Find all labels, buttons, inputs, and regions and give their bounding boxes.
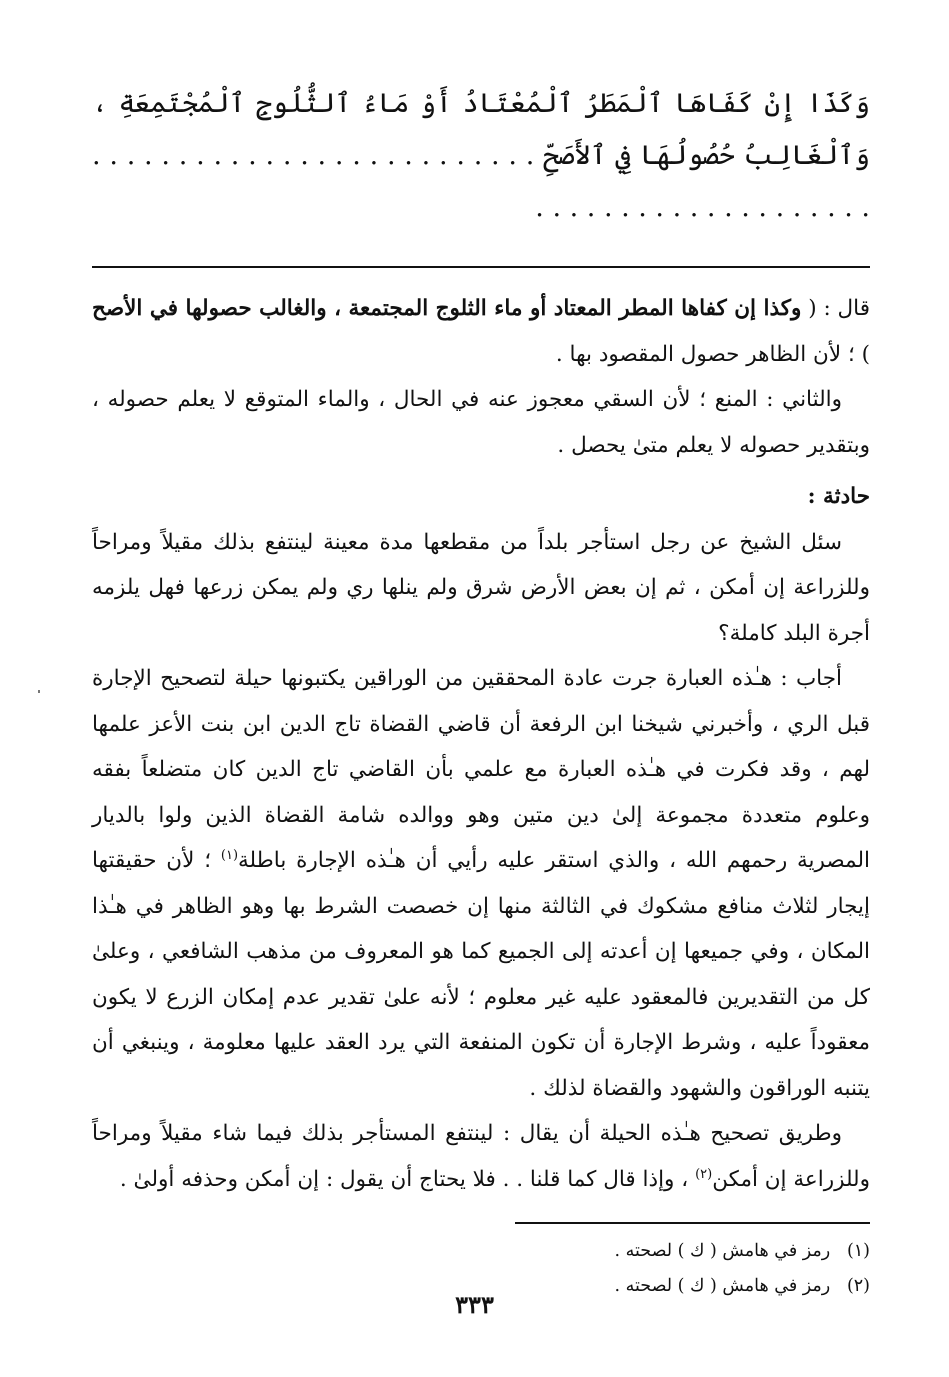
footnote-text: رمز في هامش ( ك ) لصحته .	[614, 1276, 831, 1296]
commentary-paragraph-5	[92, 1111, 870, 1202]
page-number: ٣٣٣	[455, 1290, 494, 1319]
footnote-text: رمز في هامش ( ك ) لصحته .	[614, 1241, 831, 1261]
paragraph-4-text-b: ؛ لأن حقيقتها إيجار لثلاث منافع مشكوك في الثالثة منها إن خصصت الشرط بها وهو الظاهر في هـٰذا المكان ، وفي جميعها إن أعدته إلى الجميع كما هو المعروف من مذهب الشافعي ، وعلىٰ كل من التقديرين فالمعقود عليه غير معلوم ؛ لأنه علىٰ تقدير عدم إمكان الزرع لا يكون معقوداً عليه ، وشرط الإجارة أن تكون المنفعة التي يرد العقد عليها معلومة ، وينبغي أن يتنبه الوراقون والشهود والقضاة لذلك .	[92, 848, 870, 1101]
page-body	[92, 78, 870, 1304]
section-heading: حادثة :	[807, 484, 870, 509]
footnote-separator	[515, 1222, 870, 1224]
paragraph-4-text-a: أجاب : هـٰذه العبارة جرت عادة المحققين من الوراقين يكتبونها حيلة لتصحيح الإجارة قبل الري ، وأخبرني شيخنا ابن الرفعة أن قاضي القضاة تاج الدين ابن بنت الأعز علمها لهم ، وقد فكرت في هـٰذه العبارة مع علمي بأن القاضي تاج الدين كان متضلعاً بفقه وعلوم متعددة مجموعة إلىٰ دين متين وهو ووالده شامة القضاة الذين ولوا بالديار المصرية رحمهم الله ، والذي استقر عليه رأيي أن هـٰذه الإجارة باطلة	[92, 666, 871, 873]
matn-separator	[92, 266, 870, 268]
commentary	[92, 286, 870, 1202]
margin-mark	[38, 690, 40, 693]
quoted-matn: وكذا إن كفاها المطر المعتاد أو ماء الثلوج المجتمعة ، والغالب حصولها في الأصح	[92, 296, 802, 321]
commentary-paragraph-4	[92, 656, 870, 1111]
quote-open: قال : (	[801, 296, 870, 321]
commentary-paragraph-3: سئل الشيخ عن رجل استأجر بلداً من مقطعها مدة معينة لينتفع بذلك مقيلاً ومراحاً وللزراعة إن أمكن ، ثم إن بعض الأرض شرق ولم ينلها ري ولم يمكن زرعها فهل يلزمه أجرة البلد كاملة؟	[92, 529, 870, 646]
footnote-number: (١)	[846, 1241, 870, 1261]
paragraph-5-text-a: وطريق تصحيح هـٰذه الحيلة أن يقال : لينتفع المستأجر بذلك فيما شاء مقيلاً ومراحاً وللزراعة إن أمكن	[92, 1121, 870, 1192]
footnote-number: (٢)	[846, 1276, 870, 1296]
footnote-ref-2[interactable]: (٢)	[695, 1166, 713, 1182]
footnote-ref-1[interactable]: (١)	[220, 847, 239, 863]
commentary-paragraph-2: والثاني : المنع ؛ لأن السقي معجوز عنه في الحال ، والماء المتوقع لا يعلم حصوله ، وبتقدير حصوله لا يعلم متىٰ يحصل .	[92, 387, 870, 458]
commentary-paragraph-1	[92, 286, 870, 377]
matn-text: وَكَذَا إِنْ كَفَاهَا ٱلْمَطَرُ ٱلْمُعْتَادُ أَوْ مَاءُ ٱلثُّلُوجِ ٱلْمُجْتَمِعَةِ ، وَٱلْغَالِبُ حُصُولُهَا فِي ٱلأَصَحِّ . . . . . . . . . . . . . . . . . . . . . . . . . . . . . . . . . . . . . . . . . . . . . .	[92, 88, 870, 223]
quote-close: ) ؛ لأن الظاهر حصول المقصود بها .	[555, 341, 870, 367]
paragraph-5-text-b: ، وإذا قال كما قلنا . . فلا يحتاج أن يقول : إن أمكن وحذفه أولىٰ .	[119, 1166, 696, 1192]
footnote-1	[92, 1234, 870, 1269]
